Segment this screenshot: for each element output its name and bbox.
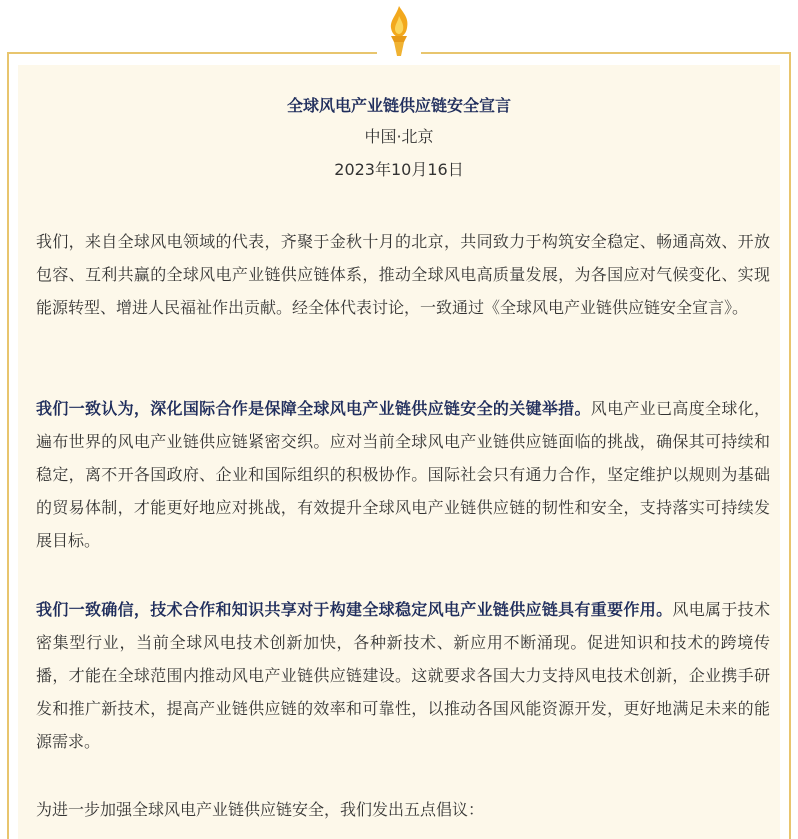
torch-icon [382,4,416,58]
declaration-title: 全球风电产业链供应链安全宣言 [286,96,511,115]
frame-top-right [421,52,791,54]
frame-left [7,52,9,839]
paragraph-intro [36,225,770,324]
paragraph-technology [36,593,770,758]
paragraph-initiative [36,793,770,826]
paragraph-lead: 我们一致认为，深化国际合作是保障全球风电产业链供应链安全的关键举措。 [36,399,591,418]
declaration-panel [18,65,780,839]
declaration-location: 中国·北京 [364,127,434,146]
paragraph-text: 为进一步加强全球风电产业链供应链安全，我们发出五点倡议： [36,800,485,819]
paragraph-lead: 我们一致确信，技术合作和知识共享对于构建全球稳定风电产业链供应链具有重要作用。 [36,600,673,619]
paragraph-text: 风电产业已高度全球化，遍布世界的风电产业链供应链紧密交织。应对当前全球风电产业链供应链面临的挑战，确保其可持续和稳定，离不开各国政府、企业和国际组织的积极协作。国际社会只有通力合作，坚定维护以规则为基础的贸易体制，才能更好地应对挑战，有效提升全球风电产业链供应链的韧性和安全，支持落实可持续发展目标。 [36,399,770,550]
paragraph-text: 风电属于技术密集型行业，当前全球风电技术创新加快，各种新技术、新应用不断涌现。促进知识和技术的跨境传播，才能在全球范围内推动风电产业链供应链建设。这就要求各国大力支持风电技术创新，企业携手研发和推广新技术，提高产业链供应链的效率和可靠性，以推动各国风能资源开发，更好地满足未来的能源需求。 [36,600,770,751]
frame-top-left [7,52,377,54]
declaration-date: 2023年10月16日 [334,160,464,179]
frame-right [789,52,791,839]
paragraph-text: 我们，来自全球风电领域的代表，齐聚于金秋十月的北京，共同致力于构筑安全稳定、畅通高效、开放包容、互利共赢的全球风电产业链供应链体系，推动全球风电高质量发展，为各国应对气候变化、实现能源转型、增进人民福祉作出贡献。经全体代表讨论，一致通过《全球风电产业链供应链安全宣言》。 [36,232,770,317]
paragraph-cooperation [36,392,770,557]
